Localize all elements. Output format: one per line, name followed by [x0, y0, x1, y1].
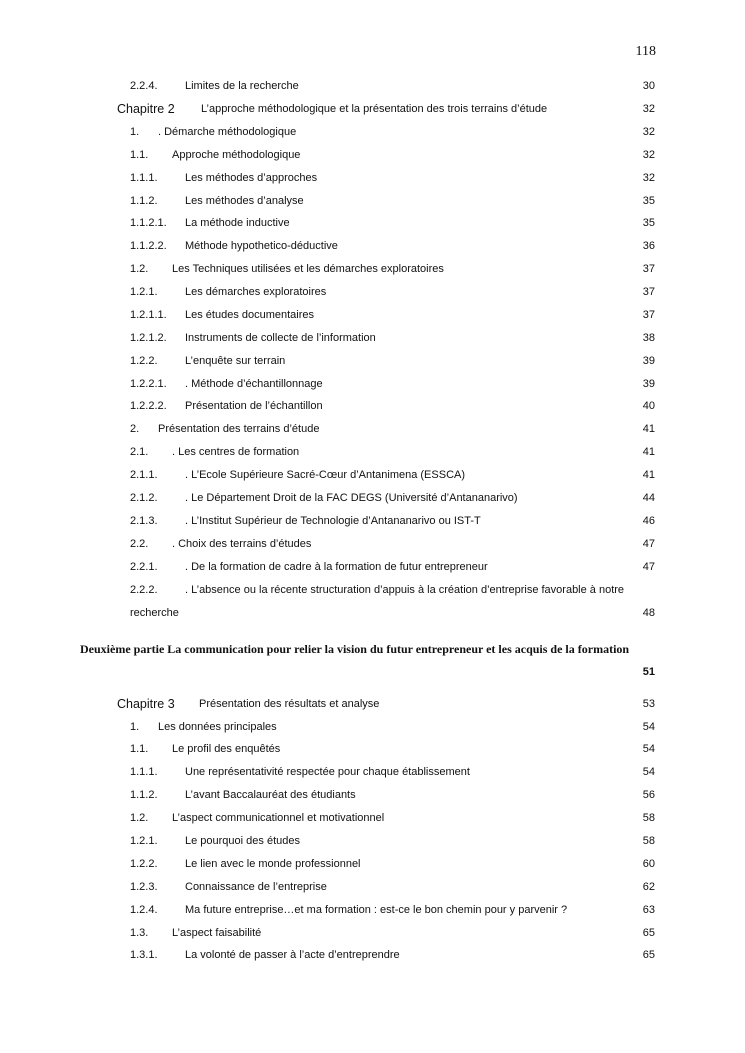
toc-entry-page: 35 [642, 195, 655, 207]
toc-part-title: Deuxième partie La communication pour relier la vision du futur entrepreneur et les acquis de la formation [80, 642, 630, 656]
toc-entry-number: 1.1.2. [130, 789, 158, 801]
toc-entry[interactable] [0, 925, 745, 941]
toc-part-heading[interactable] [80, 641, 656, 657]
toc-entry-number: 1.2.2. [130, 858, 158, 870]
toc-entry-title: . Les centres de formation [172, 446, 300, 458]
toc-entry-number: 2.2. [130, 538, 149, 550]
toc-entry-page: 63 [642, 904, 655, 916]
toc-entry-number: 1.2.2. [130, 355, 158, 367]
toc-entry-page: 32 [642, 172, 655, 184]
toc-entry-number: 2.1.3. [130, 515, 158, 527]
toc-entry-number: 1.1. [130, 743, 149, 755]
toc-entry[interactable] [0, 261, 745, 277]
toc-part-page: 51 [642, 666, 655, 678]
toc-entry[interactable] [0, 330, 745, 346]
toc-entry-title: Limites de la recherche [185, 80, 299, 92]
toc-entry-title: Présentation des terrains d’étude [158, 423, 320, 435]
toc-entry-title: . Méthode d’échantillonnage [185, 378, 323, 390]
toc-entry-number: 1.2.1.2. [130, 332, 167, 344]
toc-entry-number: Chapitre 3 [117, 697, 175, 711]
toc-entry-title: L’enquête sur terrain [185, 355, 286, 367]
toc-entry-number: 2.2.4. [130, 80, 158, 92]
toc-entry-title: L’approche méthodologique et la présentation des trois terrains d’étude [201, 103, 548, 115]
toc-entry[interactable] [0, 879, 745, 895]
toc-entry-title: Présentation de l’échantillon [185, 400, 323, 412]
toc-entry[interactable] [0, 124, 745, 140]
toc-entry[interactable] [0, 284, 745, 300]
toc-entry[interactable] [0, 810, 745, 826]
toc-entry[interactable] [0, 215, 745, 231]
toc-entry-page: 46 [642, 515, 655, 527]
toc-entry-page: 40 [642, 400, 655, 412]
toc-entry-title: . L’Ecole Supérieure Sacré-Cœur d’Antanimena (ESSCA) [185, 469, 466, 481]
toc-entry[interactable] [0, 193, 745, 209]
toc-entry-page: 37 [642, 263, 655, 275]
toc-entry-number: 2.1.2. [130, 492, 158, 504]
toc-entry-number: 1.2.3. [130, 881, 158, 893]
toc-entry-number: 2.2.1. [130, 561, 158, 573]
toc-entry-number: 1.1. [130, 149, 149, 161]
toc-entry-page: 65 [642, 949, 655, 961]
toc-entry[interactable] [0, 238, 745, 254]
toc-entry-page: 38 [642, 332, 655, 344]
toc-entry[interactable] [0, 536, 745, 552]
toc-entry-title: La volonté de passer à l’acte d’entreprendre [185, 949, 400, 961]
toc-entry-number: 1.3.1. [130, 949, 158, 961]
toc-entry-number: 1.2. [130, 812, 149, 824]
toc-entry-number: 1. [130, 721, 140, 733]
toc-entry-number: 2.1. [130, 446, 149, 458]
toc-entry-page: 60 [642, 858, 655, 870]
toc-entry-page: 58 [642, 835, 655, 847]
toc-entry[interactable] [0, 582, 745, 598]
toc-entry-page: 47 [642, 538, 655, 550]
toc-entry[interactable] [0, 376, 745, 392]
toc-entry-number: 1. [130, 126, 140, 138]
toc-entry-title: Ma future entreprise…et ma formation : est-ce le bon chemin pour y parvenir ? [185, 904, 568, 916]
toc-entry-number: 1.1.2.1. [130, 217, 167, 229]
toc-entry-number: 1.2. [130, 263, 149, 275]
toc-entry[interactable] [0, 787, 745, 803]
toc-entry-page: 32 [642, 103, 655, 115]
toc-entry[interactable] [0, 421, 745, 437]
toc-entry-number: 2. [130, 423, 140, 435]
toc-entry-title: . Choix des terrains d’études [172, 538, 312, 550]
toc-entry-title: Les démarches exploratoires [185, 286, 327, 298]
toc-entry-title: Méthode hypothetico-déductive [185, 240, 338, 252]
toc-entry-page: 37 [642, 286, 655, 298]
toc-entry-title: Connaissance de l’entreprise [185, 881, 327, 893]
toc-entry-title: Instruments de collecte de l’information [185, 332, 376, 344]
toc-entry-title: Présentation des résultats et analyse [199, 698, 380, 710]
toc-entry-page: 54 [642, 743, 655, 755]
toc-entry-page: 53 [642, 698, 655, 710]
toc-entry-number: 1.2.1. [130, 286, 158, 298]
toc-entry[interactable] [0, 513, 745, 529]
toc-entry-page: 58 [642, 812, 655, 824]
toc-entry-title: Les études documentaires [185, 309, 315, 321]
toc-entry-title: . L’Institut Supérieur de Technologie d’Antananarivo ou IST-T [185, 515, 481, 527]
toc-entry-title: Le pourquoi des études [185, 835, 300, 847]
toc-entry-number: 1.2.1. [130, 835, 158, 847]
toc-entry[interactable] [0, 764, 745, 780]
toc-entry-page: 41 [642, 423, 655, 435]
toc-entry-number: 1.1.2.2. [130, 240, 167, 252]
toc-entry[interactable] [0, 741, 745, 757]
toc-entry-title: . L’absence ou la récente structuration d’appuis à la création d’entreprise favorable à notre [185, 584, 625, 596]
toc-entry-number: Chapitre 2 [117, 102, 175, 116]
toc-entry-number: 1.2.2.1. [130, 378, 167, 390]
toc-entry-page: 47 [642, 561, 655, 573]
toc-entry-page: 32 [642, 149, 655, 161]
toc-entry-number: 1.2.4. [130, 904, 158, 916]
toc-entry[interactable] [0, 902, 745, 918]
toc-entry-number: 1.2.2.2. [130, 400, 167, 412]
toc-entry-title: Les données principales [158, 721, 277, 733]
toc-entry[interactable] [0, 490, 745, 506]
toc-entry-page: 44 [642, 492, 655, 504]
toc-entry-continuation[interactable] [0, 605, 745, 621]
toc-entry-page: 37 [642, 309, 655, 321]
toc-entry-number: 1.2.1.1. [130, 309, 167, 321]
toc-entry-number: 1.1.1. [130, 766, 158, 778]
toc-entry-page: 41 [642, 469, 655, 481]
toc-entry-title: . Démarche méthodologique [158, 126, 297, 138]
toc-entry-number: 1.1.2. [130, 195, 158, 207]
toc-entry-page: 36 [642, 240, 655, 252]
toc-entry-page: 39 [642, 378, 655, 390]
toc-entry-page: 30 [642, 80, 655, 92]
toc-entry-page: 32 [642, 126, 655, 138]
toc-entry[interactable] [0, 444, 745, 460]
toc-entry-page: 54 [642, 721, 655, 733]
toc-entry-page: 65 [642, 927, 655, 939]
toc-entry-title: recherche [130, 607, 179, 619]
toc-entry-page: 56 [642, 789, 655, 801]
toc-entry-number: 1.3. [130, 927, 149, 939]
toc-entry[interactable] [0, 170, 745, 186]
toc-entry-title: L’avant Baccalauréat des étudiants [185, 789, 356, 801]
toc-entry[interactable] [0, 307, 745, 323]
toc-entry-title: Approche méthodologique [172, 149, 301, 161]
toc-entry-title: . De la formation de cadre à la formation de futur entrepreneur [185, 561, 488, 573]
toc-entry-title: . Le Département Droit de la FAC DEGS (Université d’Antananarivo) [185, 492, 518, 504]
toc-chapter-entry[interactable] [0, 101, 745, 117]
page-number: 118 [635, 44, 656, 59]
toc-part-page-row [0, 664, 745, 680]
toc-entry-number: 1.1.1. [130, 172, 158, 184]
toc-entry-title: Une représentativité respectée pour chaque établissement [185, 766, 470, 778]
toc-entry[interactable] [0, 947, 745, 963]
toc-entry-title: Les méthodes d’analyse [185, 195, 304, 207]
toc-entry-page: 48 [642, 607, 655, 619]
toc-entry[interactable] [0, 398, 745, 414]
toc-chapter-entry[interactable] [0, 696, 745, 712]
toc-entry-page: 62 [642, 881, 655, 893]
toc-entry[interactable] [0, 559, 745, 575]
toc-entry-number: 2.1.1. [130, 469, 158, 481]
toc-entry[interactable] [0, 353, 745, 369]
toc-entry-title: L’aspect communicationnel et motivationnel [172, 812, 385, 824]
toc-entry-title: L’aspect faisabilité [172, 927, 262, 939]
toc-entry-number: 2.2.2. [130, 584, 158, 596]
toc-entry-title: Le lien avec le monde professionnel [185, 858, 361, 870]
toc-entry-title: Les méthodes d’approches [185, 172, 318, 184]
toc-entry-title: Les Techniques utilisées et les démarches exploratoires [172, 263, 444, 275]
toc-entry-page: 39 [642, 355, 655, 367]
toc-entry-title: Le profil des enquêtés [172, 743, 281, 755]
toc-entry[interactable] [0, 856, 745, 872]
toc-entry-title: La méthode inductive [185, 217, 290, 229]
toc-entry-page: 54 [642, 766, 655, 778]
toc-entry[interactable] [0, 719, 745, 735]
toc-entry[interactable] [0, 833, 745, 849]
toc-entry[interactable] [0, 467, 745, 483]
toc-entry[interactable] [0, 78, 745, 94]
toc-entry[interactable] [0, 147, 745, 163]
toc-entry-page: 41 [642, 446, 655, 458]
toc-entry-page: 35 [642, 217, 655, 229]
